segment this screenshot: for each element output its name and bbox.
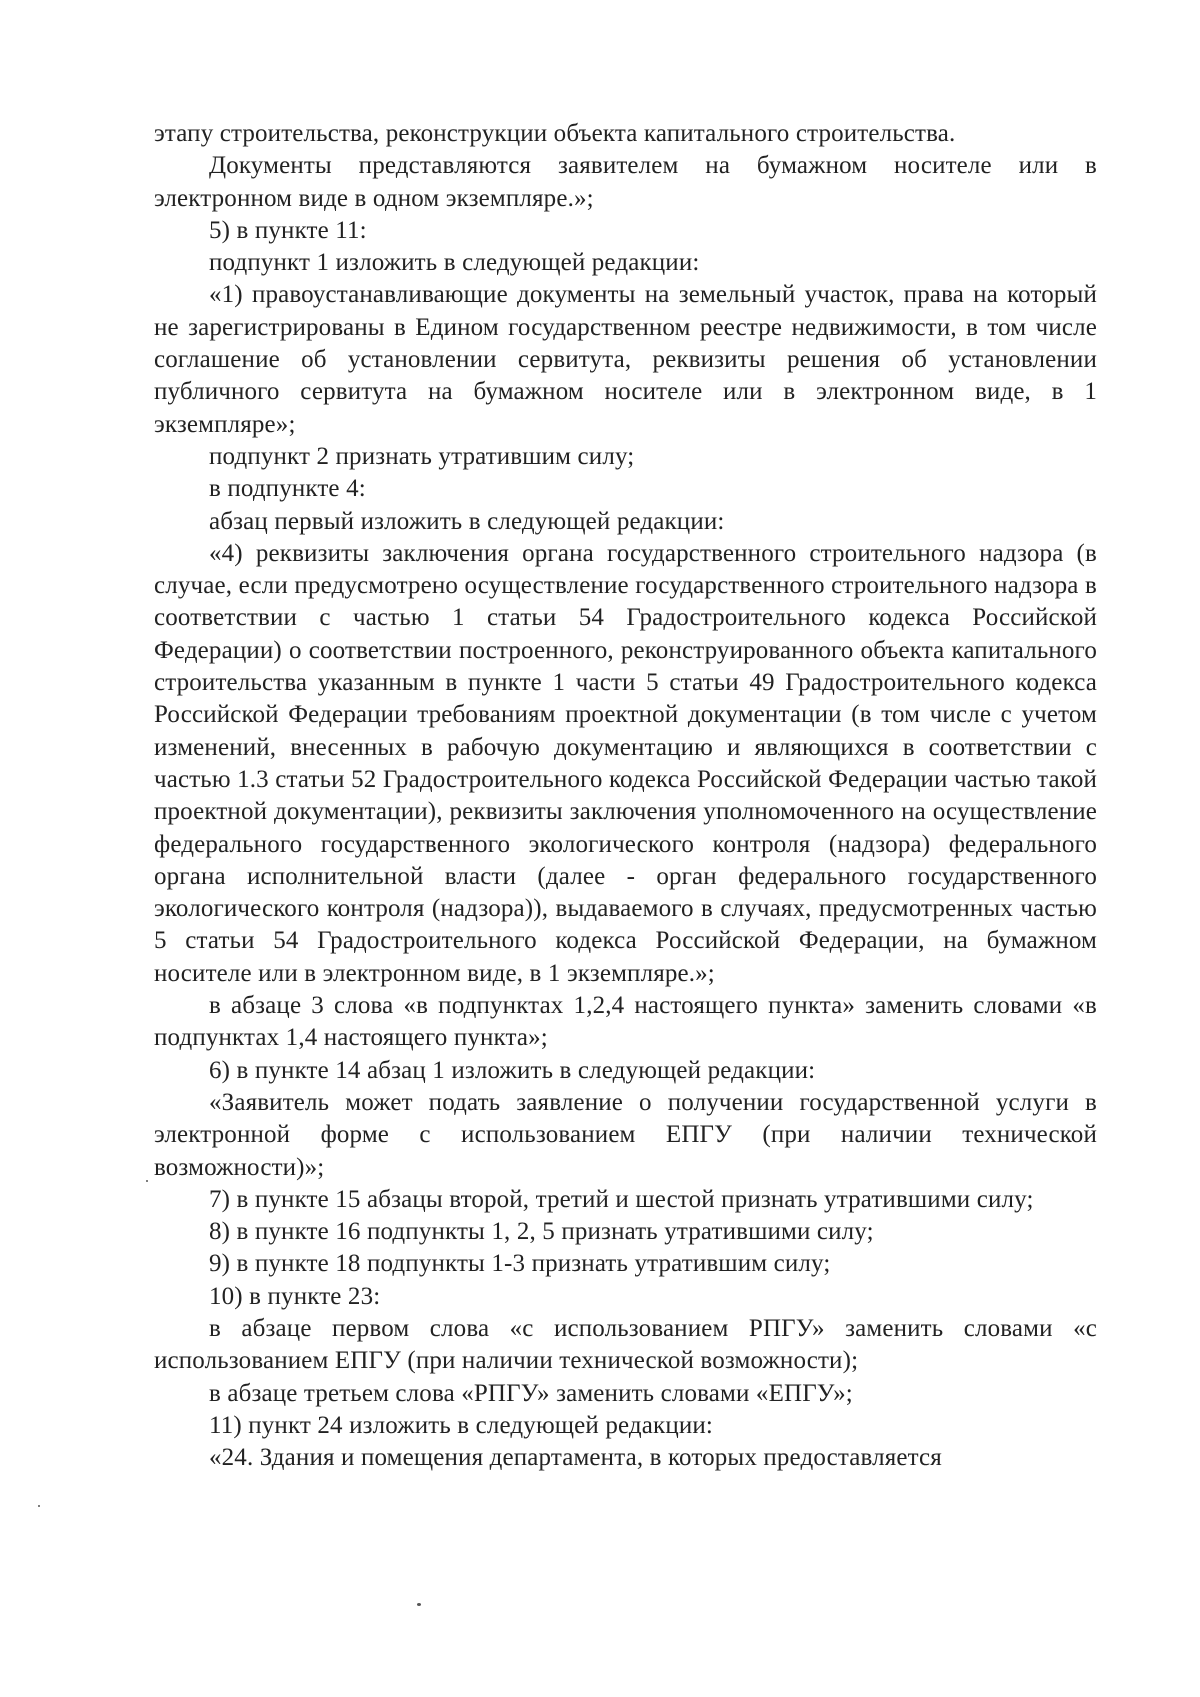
paragraph-item-24: «24. Здания и помещения департамента, в которых предоставляется: [209, 1444, 942, 1472]
paragraph-item-7: 7) в пункте 15 абзацы второй, третий и шестой признать утратившими силу;: [209, 1185, 1034, 1213]
scan-speck: [146, 1180, 148, 1182]
paragraph-abzac-first: в абзаце первом слова «с использованием РПГУ» заменить словами «с использованием ЕПГУ (при наличии технической возможности);: [154, 1314, 1097, 1375]
paragraph-subitem-1-header: подпункт 1 изложить в следующей редакции:: [209, 249, 700, 277]
scan-speck: [38, 1505, 40, 1507]
paragraph-item-5: 5) в пункте 11:: [209, 216, 367, 244]
paragraph-continuation: этапу строительства, реконструкции объекта капитального строительства.: [154, 120, 956, 147]
paragraph-item-9: 9) в пункте 18 подпункты 1-3 признать утратившим силу;: [209, 1250, 831, 1278]
paragraph-subitem-1-text: «1) правоустанавливающие документы на земельный участок, права на который не зарегистрированы в Едином государственном реестре недвижимости, в том числе соглашение об установлении сервитута, реквизиты решения об установлении публичного сервитута на бумажном носителе или в электронном виде, в 1 экземпляре»;: [154, 281, 1097, 438]
scan-speck: [417, 1603, 421, 1606]
paragraph-item-6: 6) в пункте 14 абзац 1 изложить в следующей редакции:: [209, 1056, 816, 1084]
paragraph-abzac-third: в абзаце третьем слова «РПГУ» заменить словами «ЕПГУ»;: [209, 1379, 853, 1407]
paragraph-subitem-4-header: в подпункте 4:: [209, 475, 366, 503]
paragraph-first-abzac: абзац первый изложить в следующей редакции:: [209, 507, 725, 535]
paragraph-item-8: 8) в пункте 16 подпункты 1, 2, 5 признать утратившими силу;: [209, 1218, 874, 1246]
paragraph-item-10: 10) в пункте 23:: [209, 1282, 381, 1310]
paragraph-subitem-4-text: «4) реквизиты заключения органа государственного строительного надзора (в случае, если предусмотрено осуществление государственного строительного надзора в соответствии с частью 1 статьи 54 Градостроительного кодекса Российской Федерации) о соответствии построенного, реконструированного объекта капитального строительства указанным в пункте 1 части 5 статьи 49 Градостроительного кодекса Российской Федерации требованиям проектной документации (в том числе с учетом изменений, внесенных в рабочую документацию и являющихся в соответствии с частью 1.3 статьи 52 Градостроительного кодекса Российской Федерации частью такой проектной документации), реквизиты заключения уполномоченного на осуществление федерального государственного экологического контроля (надзора) федерального органа исполнительной власти (далее - орган федерального государственного экологического контроля (надзора)), выдаваемого в случаях, предусмотренных частью 5 статьи 54 Градостроительного кодекса Российской Федерации, на бумажном носителе или в электронном виде, в 1 экземпляре.»;: [154, 539, 1097, 987]
paragraph-abzac-3: в абзаце 3 слова «в подпунктах 1,2,4 настоящего пункта» заменить словами «в подпунктах 1,4 настоящего пункта»;: [154, 992, 1097, 1052]
paragraph-item-11: 11) пункт 24 изложить в следующей редакции:: [209, 1411, 714, 1439]
paragraph-subitem-2: подпункт 2 признать утратившим силу;: [209, 442, 635, 470]
paragraph-applicant: «Заявитель может подать заявление о получении государственной услуги в электронной форме с использованием ЕПГУ (при наличии технической возможности)»;: [154, 1088, 1097, 1181]
paragraph-documents: Документы представляются заявителем на бумажном носителе или в электронном виде в одном экземпляре.»;: [154, 152, 1097, 212]
